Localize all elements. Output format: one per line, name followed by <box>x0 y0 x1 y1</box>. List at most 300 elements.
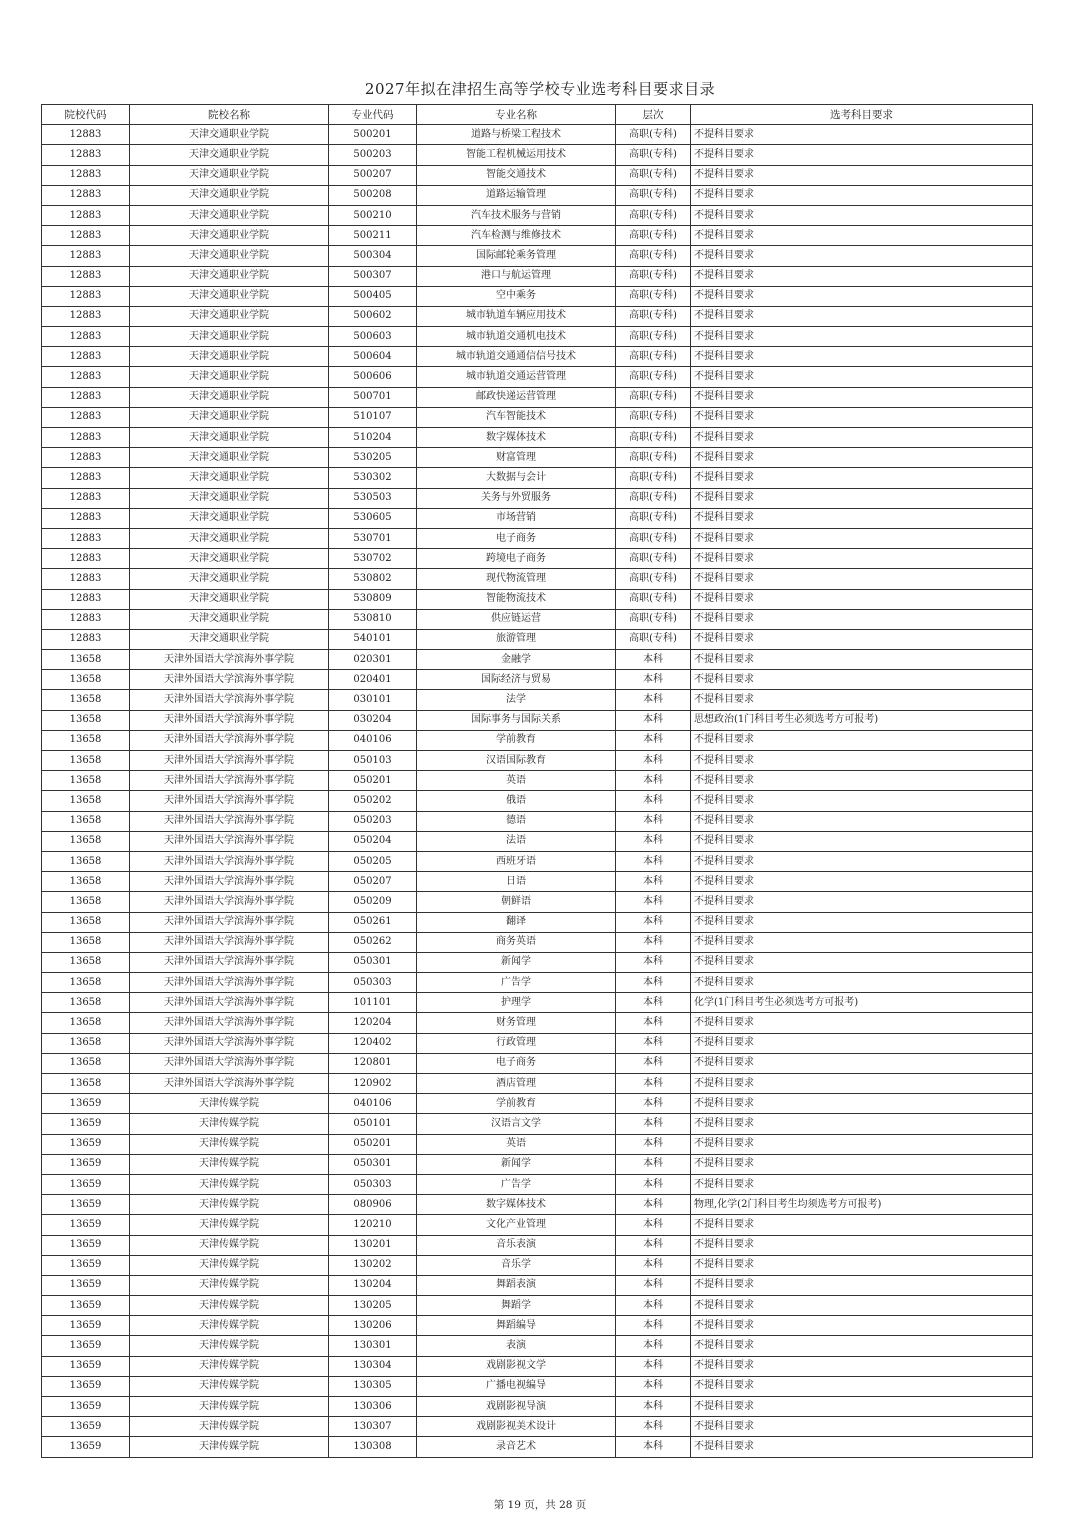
major-code-cell: 020301 <box>329 650 417 670</box>
major-name-cell: 广告学 <box>417 973 616 993</box>
level-cell: 高职(专科) <box>616 468 691 488</box>
level-cell: 本科 <box>616 1033 691 1053</box>
level-cell: 高职(专科) <box>616 609 691 629</box>
subject-requirement-cell: 不提科目要求 <box>691 1094 1033 1114</box>
school-name-cell: 天津交通职业学院 <box>130 589 329 609</box>
major-code-cell: 500603 <box>329 327 417 347</box>
major-name-cell: 戏剧影视美术设计 <box>417 1417 616 1437</box>
school-code-cell: 13658 <box>42 1033 130 1053</box>
level-cell: 高职(专科) <box>616 589 691 609</box>
school-name-cell: 天津外国语大学滨海外事学院 <box>130 1053 329 1073</box>
school-code-cell: 12883 <box>42 286 130 306</box>
school-code-cell: 13659 <box>42 1174 130 1194</box>
subject-requirements-table <box>41 104 1033 1458</box>
table-row <box>42 387 1033 407</box>
major-name-cell: 商务英语 <box>417 932 616 952</box>
school-name-cell: 天津外国语大学滨海外事学院 <box>130 690 329 710</box>
level-cell: 高职(专科) <box>616 205 691 225</box>
major-name-cell: 大数据与会计 <box>417 468 616 488</box>
major-name-cell: 财务管理 <box>417 1013 616 1033</box>
major-name-cell: 城市轨道交通机电技术 <box>417 327 616 347</box>
level-cell: 本科 <box>616 952 691 972</box>
table-row <box>42 266 1033 286</box>
level-cell: 本科 <box>616 1074 691 1094</box>
table-row <box>42 629 1033 649</box>
school-code-cell: 13659 <box>42 1376 130 1396</box>
subject-requirement-cell: 不提科目要求 <box>691 528 1033 548</box>
school-code-cell: 13659 <box>42 1296 130 1316</box>
major-name-cell: 新闻学 <box>417 1154 616 1174</box>
major-name-cell: 行政管理 <box>417 1033 616 1053</box>
subject-requirement-cell: 不提科目要求 <box>691 1356 1033 1376</box>
subject-requirement-cell: 不提科目要求 <box>691 690 1033 710</box>
school-name-cell: 天津传媒学院 <box>130 1356 329 1376</box>
major-code-cell: 500602 <box>329 306 417 326</box>
school-code-cell: 13659 <box>42 1235 130 1255</box>
subject-requirement-cell: 不提科目要求 <box>691 1215 1033 1235</box>
table-row <box>42 1215 1033 1235</box>
school-name-cell: 天津交通职业学院 <box>130 387 329 407</box>
major-code-cell: 020401 <box>329 670 417 690</box>
subject-requirement-cell: 不提科目要求 <box>691 569 1033 589</box>
table-row <box>42 488 1033 508</box>
level-cell: 本科 <box>616 730 691 750</box>
major-name-cell: 文化产业管理 <box>417 1215 616 1235</box>
table-row <box>42 831 1033 851</box>
level-cell: 高职(专科) <box>616 488 691 508</box>
table-row <box>42 1235 1033 1255</box>
table-row <box>42 1376 1033 1396</box>
major-code-cell: 500201 <box>329 125 417 145</box>
header-major-code: 专业代码 <box>329 105 417 125</box>
major-code-cell: 050201 <box>329 1134 417 1154</box>
school-name-cell: 天津交通职业学院 <box>130 266 329 286</box>
table-row <box>42 811 1033 831</box>
table-row <box>42 730 1033 750</box>
school-name-cell: 天津交通职业学院 <box>130 528 329 548</box>
major-name-cell: 数字媒体技术 <box>417 428 616 448</box>
school-code-cell: 12883 <box>42 226 130 246</box>
subject-requirement-cell: 不提科目要求 <box>691 589 1033 609</box>
table-row <box>42 205 1033 225</box>
level-cell: 本科 <box>616 1376 691 1396</box>
subject-requirement-cell: 不提科目要求 <box>691 1417 1033 1437</box>
major-code-cell: 050101 <box>329 1114 417 1134</box>
major-name-cell: 翻译 <box>417 912 616 932</box>
table-row <box>42 428 1033 448</box>
table-row <box>42 145 1033 165</box>
subject-requirement-cell: 不提科目要求 <box>691 286 1033 306</box>
major-code-cell: 530205 <box>329 448 417 468</box>
school-code-cell: 13659 <box>42 1134 130 1154</box>
level-cell: 本科 <box>616 1154 691 1174</box>
level-cell: 本科 <box>616 872 691 892</box>
school-code-cell: 13658 <box>42 710 130 730</box>
school-code-cell: 13659 <box>42 1397 130 1417</box>
school-code-cell: 13658 <box>42 1053 130 1073</box>
level-cell: 本科 <box>616 1397 691 1417</box>
table-row <box>42 1094 1033 1114</box>
major-name-cell: 国际经济与贸易 <box>417 670 616 690</box>
table-row <box>42 1053 1033 1073</box>
major-code-cell: 050301 <box>329 1154 417 1174</box>
table-row <box>42 1255 1033 1275</box>
table-row <box>42 872 1033 892</box>
major-code-cell: 050205 <box>329 851 417 871</box>
school-name-cell: 天津交通职业学院 <box>130 407 329 427</box>
table-row <box>42 407 1033 427</box>
school-name-cell: 天津交通职业学院 <box>130 286 329 306</box>
table-body <box>42 125 1033 1457</box>
subject-requirement-cell: 不提科目要求 <box>691 468 1033 488</box>
major-code-cell: 500207 <box>329 165 417 185</box>
major-name-cell: 德语 <box>417 811 616 831</box>
school-code-cell: 13658 <box>42 811 130 831</box>
major-code-cell: 510204 <box>329 428 417 448</box>
subject-requirement-cell: 不提科目要求 <box>691 892 1033 912</box>
school-code-cell: 12883 <box>42 185 130 205</box>
table-row <box>42 549 1033 569</box>
subject-requirement-cell: 不提科目要求 <box>691 670 1033 690</box>
subject-requirement-cell: 不提科目要求 <box>691 367 1033 387</box>
major-name-cell: 酒店管理 <box>417 1074 616 1094</box>
school-name-cell: 天津传媒学院 <box>130 1154 329 1174</box>
major-code-cell: 050207 <box>329 872 417 892</box>
table-row <box>42 327 1033 347</box>
table-row <box>42 185 1033 205</box>
table-row <box>42 932 1033 952</box>
major-name-cell: 西班牙语 <box>417 851 616 871</box>
major-name-cell: 法学 <box>417 690 616 710</box>
table-row <box>42 751 1033 771</box>
school-name-cell: 天津外国语大学滨海外事学院 <box>130 831 329 851</box>
major-code-cell: 040106 <box>329 730 417 750</box>
major-name-cell: 市场营销 <box>417 508 616 528</box>
level-cell: 本科 <box>616 751 691 771</box>
school-name-cell: 天津外国语大学滨海外事学院 <box>130 973 329 993</box>
major-code-cell: 540101 <box>329 629 417 649</box>
major-code-cell: 050303 <box>329 973 417 993</box>
subject-requirement-cell: 不提科目要求 <box>691 1174 1033 1194</box>
major-name-cell: 汉语言文学 <box>417 1114 616 1134</box>
level-cell: 本科 <box>616 1134 691 1154</box>
school-name-cell: 天津传媒学院 <box>130 1275 329 1295</box>
school-code-cell: 12883 <box>42 165 130 185</box>
level-cell: 本科 <box>616 932 691 952</box>
subject-requirement-cell: 不提科目要求 <box>691 185 1033 205</box>
school-code-cell: 13659 <box>42 1437 130 1457</box>
subject-requirement-cell: 不提科目要求 <box>691 1397 1033 1417</box>
school-name-cell: 天津交通职业学院 <box>130 145 329 165</box>
major-name-cell: 道路运输管理 <box>417 185 616 205</box>
school-name-cell: 天津外国语大学滨海外事学院 <box>130 751 329 771</box>
subject-requirement-cell: 不提科目要求 <box>691 347 1033 367</box>
subject-requirement-cell: 不提科目要求 <box>691 932 1033 952</box>
school-code-cell: 12883 <box>42 387 130 407</box>
table-row <box>42 609 1033 629</box>
page-footer: 第 19 页，共 28 页 <box>493 1499 587 1511</box>
subject-requirement-cell: 化学(1门科目考生必须选考方可报考) <box>691 993 1033 1013</box>
level-cell: 本科 <box>616 1417 691 1437</box>
school-code-cell: 12883 <box>42 468 130 488</box>
header-major-name: 专业名称 <box>417 105 616 125</box>
school-name-cell: 天津外国语大学滨海外事学院 <box>130 730 329 750</box>
level-cell: 本科 <box>616 1255 691 1275</box>
school-code-cell: 13658 <box>42 831 130 851</box>
major-name-cell: 新闻学 <box>417 952 616 972</box>
major-name-cell: 智能交通技术 <box>417 165 616 185</box>
major-name-cell: 戏剧影视导演 <box>417 1397 616 1417</box>
school-code-cell: 13658 <box>42 730 130 750</box>
school-code-cell: 13659 <box>42 1275 130 1295</box>
level-cell: 高职(专科) <box>616 407 691 427</box>
school-name-cell: 天津外国语大学滨海外事学院 <box>130 771 329 791</box>
table-row <box>42 468 1033 488</box>
school-code-cell: 13659 <box>42 1356 130 1376</box>
school-code-cell: 12883 <box>42 327 130 347</box>
table-row <box>42 1114 1033 1134</box>
level-cell: 高职(专科) <box>616 428 691 448</box>
major-code-cell: 050262 <box>329 932 417 952</box>
level-cell: 本科 <box>616 811 691 831</box>
major-name-cell: 邮政快递运营管理 <box>417 387 616 407</box>
subject-requirement-cell: 不提科目要求 <box>691 751 1033 771</box>
major-code-cell: 530503 <box>329 488 417 508</box>
major-code-cell: 050204 <box>329 831 417 851</box>
level-cell: 高职(专科) <box>616 347 691 367</box>
level-cell: 本科 <box>616 892 691 912</box>
level-cell: 本科 <box>616 650 691 670</box>
major-code-cell: 120902 <box>329 1074 417 1094</box>
table-row <box>42 1195 1033 1215</box>
subject-requirement-cell: 不提科目要求 <box>691 226 1033 246</box>
major-code-cell: 530802 <box>329 569 417 589</box>
major-name-cell: 英语 <box>417 1134 616 1154</box>
major-code-cell: 530809 <box>329 589 417 609</box>
level-cell: 本科 <box>616 1114 691 1134</box>
level-cell: 高职(专科) <box>616 226 691 246</box>
subject-requirement-cell: 不提科目要求 <box>691 1114 1033 1134</box>
major-name-cell: 戏剧影视文学 <box>417 1356 616 1376</box>
school-name-cell: 天津交通职业学院 <box>130 327 329 347</box>
school-code-cell: 13658 <box>42 650 130 670</box>
major-code-cell: 500211 <box>329 226 417 246</box>
level-cell: 高职(专科) <box>616 448 691 468</box>
school-name-cell: 天津传媒学院 <box>130 1296 329 1316</box>
level-cell: 本科 <box>616 1174 691 1194</box>
school-name-cell: 天津交通职业学院 <box>130 367 329 387</box>
major-name-cell: 音乐表演 <box>417 1235 616 1255</box>
page-title: 2027年拟在津招生高等学校专业选考科目要求目录 <box>364 80 716 98</box>
major-name-cell: 空中乘务 <box>417 286 616 306</box>
table-row <box>42 892 1033 912</box>
level-cell: 本科 <box>616 1316 691 1336</box>
major-code-cell: 080906 <box>329 1195 417 1215</box>
school-name-cell: 天津传媒学院 <box>130 1376 329 1396</box>
level-cell: 本科 <box>616 831 691 851</box>
table-row <box>42 448 1033 468</box>
school-name-cell: 天津外国语大学滨海外事学院 <box>130 993 329 1013</box>
school-code-cell: 12883 <box>42 125 130 145</box>
level-cell: 本科 <box>616 1195 691 1215</box>
table-row <box>42 508 1033 528</box>
school-code-cell: 13659 <box>42 1195 130 1215</box>
major-name-cell: 舞蹈表演 <box>417 1275 616 1295</box>
major-name-cell: 供应链运营 <box>417 609 616 629</box>
major-name-cell: 智能物流技术 <box>417 589 616 609</box>
subject-requirement-cell: 不提科目要求 <box>691 1437 1033 1457</box>
major-code-cell: 030101 <box>329 690 417 710</box>
level-cell: 本科 <box>616 1336 691 1356</box>
major-name-cell: 表演 <box>417 1336 616 1356</box>
subject-requirement-cell: 物理,化学(2门科目考生均须选考方可报考) <box>691 1195 1033 1215</box>
school-name-cell: 天津传媒学院 <box>130 1417 329 1437</box>
table-row <box>42 1074 1033 1094</box>
subject-requirement-cell: 不提科目要求 <box>691 952 1033 972</box>
major-code-cell: 530810 <box>329 609 417 629</box>
level-cell: 本科 <box>616 1296 691 1316</box>
level-cell: 本科 <box>616 851 691 871</box>
level-cell: 高职(专科) <box>616 266 691 286</box>
subject-requirement-cell: 不提科目要求 <box>691 266 1033 286</box>
table-row <box>42 1417 1033 1437</box>
school-name-cell: 天津外国语大学滨海外事学院 <box>130 811 329 831</box>
level-cell: 本科 <box>616 1094 691 1114</box>
level-cell: 本科 <box>616 710 691 730</box>
table-row <box>42 1356 1033 1376</box>
school-name-cell: 天津传媒学院 <box>130 1114 329 1134</box>
table-row <box>42 226 1033 246</box>
subject-requirement-cell: 不提科目要求 <box>691 851 1033 871</box>
school-name-cell: 天津交通职业学院 <box>130 165 329 185</box>
subject-requirement-cell: 不提科目要求 <box>691 1235 1033 1255</box>
major-code-cell: 130307 <box>329 1417 417 1437</box>
school-code-cell: 13659 <box>42 1316 130 1336</box>
school-name-cell: 天津交通职业学院 <box>130 569 329 589</box>
subject-requirement-cell: 不提科目要求 <box>691 811 1033 831</box>
major-code-cell: 130206 <box>329 1316 417 1336</box>
school-code-cell: 13658 <box>42 912 130 932</box>
major-name-cell: 旅游管理 <box>417 629 616 649</box>
table-row <box>42 367 1033 387</box>
major-name-cell: 道路与桥梁工程技术 <box>417 125 616 145</box>
major-code-cell: 130202 <box>329 1255 417 1275</box>
table-row <box>42 670 1033 690</box>
major-code-cell: 530302 <box>329 468 417 488</box>
school-code-cell: 13658 <box>42 1013 130 1033</box>
school-name-cell: 天津传媒学院 <box>130 1094 329 1114</box>
level-cell: 高职(专科) <box>616 286 691 306</box>
major-name-cell: 汽车技术服务与营销 <box>417 205 616 225</box>
subject-requirement-cell: 不提科目要求 <box>691 1033 1033 1053</box>
school-name-cell: 天津交通职业学院 <box>130 448 329 468</box>
table-row <box>42 347 1033 367</box>
school-code-cell: 13658 <box>42 771 130 791</box>
school-name-cell: 天津外国语大学滨海外事学院 <box>130 710 329 730</box>
major-name-cell: 财富管理 <box>417 448 616 468</box>
table-row <box>42 710 1033 730</box>
table-row <box>42 1134 1033 1154</box>
major-code-cell: 050261 <box>329 912 417 932</box>
major-code-cell: 500210 <box>329 205 417 225</box>
table-row <box>42 286 1033 306</box>
table-header-row <box>42 105 1033 125</box>
level-cell: 本科 <box>616 791 691 811</box>
major-code-cell: 130305 <box>329 1376 417 1396</box>
subject-requirement-cell: 不提科目要求 <box>691 488 1033 508</box>
subject-requirement-cell: 不提科目要求 <box>691 831 1033 851</box>
subject-requirement-cell: 不提科目要求 <box>691 730 1033 750</box>
school-code-cell: 12883 <box>42 266 130 286</box>
table-row <box>42 165 1033 185</box>
school-code-cell: 12883 <box>42 528 130 548</box>
school-code-cell: 13658 <box>42 670 130 690</box>
subject-requirement-cell: 不提科目要求 <box>691 1053 1033 1073</box>
school-code-cell: 12883 <box>42 448 130 468</box>
major-code-cell: 101101 <box>329 993 417 1013</box>
subject-requirement-cell: 不提科目要求 <box>691 1134 1033 1154</box>
major-code-cell: 120402 <box>329 1033 417 1053</box>
level-cell: 高职(专科) <box>616 125 691 145</box>
major-name-cell: 法语 <box>417 831 616 851</box>
school-code-cell: 13659 <box>42 1114 130 1134</box>
table-row <box>42 246 1033 266</box>
level-cell: 本科 <box>616 1235 691 1255</box>
level-cell: 高职(专科) <box>616 629 691 649</box>
subject-requirement-cell: 不提科目要求 <box>691 912 1033 932</box>
table-row <box>42 1013 1033 1033</box>
level-cell: 本科 <box>616 1437 691 1457</box>
school-name-cell: 天津传媒学院 <box>130 1397 329 1417</box>
major-name-cell: 汽车检测与维修技术 <box>417 226 616 246</box>
table-row <box>42 1033 1033 1053</box>
table-row <box>42 1296 1033 1316</box>
school-code-cell: 12883 <box>42 488 130 508</box>
school-name-cell: 天津交通职业学院 <box>130 246 329 266</box>
level-cell: 高职(专科) <box>616 387 691 407</box>
school-name-cell: 天津交通职业学院 <box>130 508 329 528</box>
school-code-cell: 12883 <box>42 306 130 326</box>
table-row <box>42 528 1033 548</box>
school-name-cell: 天津外国语大学滨海外事学院 <box>130 932 329 952</box>
school-code-cell: 12883 <box>42 145 130 165</box>
level-cell: 本科 <box>616 670 691 690</box>
table-row <box>42 1316 1033 1336</box>
major-name-cell: 城市轨道车辆应用技术 <box>417 306 616 326</box>
school-name-cell: 天津外国语大学滨海外事学院 <box>130 1033 329 1053</box>
major-name-cell: 汉语国际教育 <box>417 751 616 771</box>
school-code-cell: 13659 <box>42 1336 130 1356</box>
major-code-cell: 130205 <box>329 1296 417 1316</box>
subject-requirement-cell: 思想政治(1门科目考生必须选考方可报考) <box>691 710 1033 730</box>
school-code-cell: 12883 <box>42 549 130 569</box>
subject-requirement-cell: 不提科目要求 <box>691 791 1033 811</box>
level-cell: 本科 <box>616 690 691 710</box>
subject-requirement-cell: 不提科目要求 <box>691 205 1033 225</box>
school-name-cell: 天津传媒学院 <box>130 1215 329 1235</box>
major-code-cell: 510107 <box>329 407 417 427</box>
subject-requirement-cell: 不提科目要求 <box>691 428 1033 448</box>
level-cell: 本科 <box>616 912 691 932</box>
level-cell: 高职(专科) <box>616 367 691 387</box>
subject-requirement-cell: 不提科目要求 <box>691 327 1033 347</box>
subject-requirement-cell: 不提科目要求 <box>691 306 1033 326</box>
table-row <box>42 1336 1033 1356</box>
level-cell: 本科 <box>616 771 691 791</box>
school-name-cell: 天津交通职业学院 <box>130 609 329 629</box>
subject-requirement-cell: 不提科目要求 <box>691 609 1033 629</box>
school-name-cell: 天津外国语大学滨海外事学院 <box>130 650 329 670</box>
